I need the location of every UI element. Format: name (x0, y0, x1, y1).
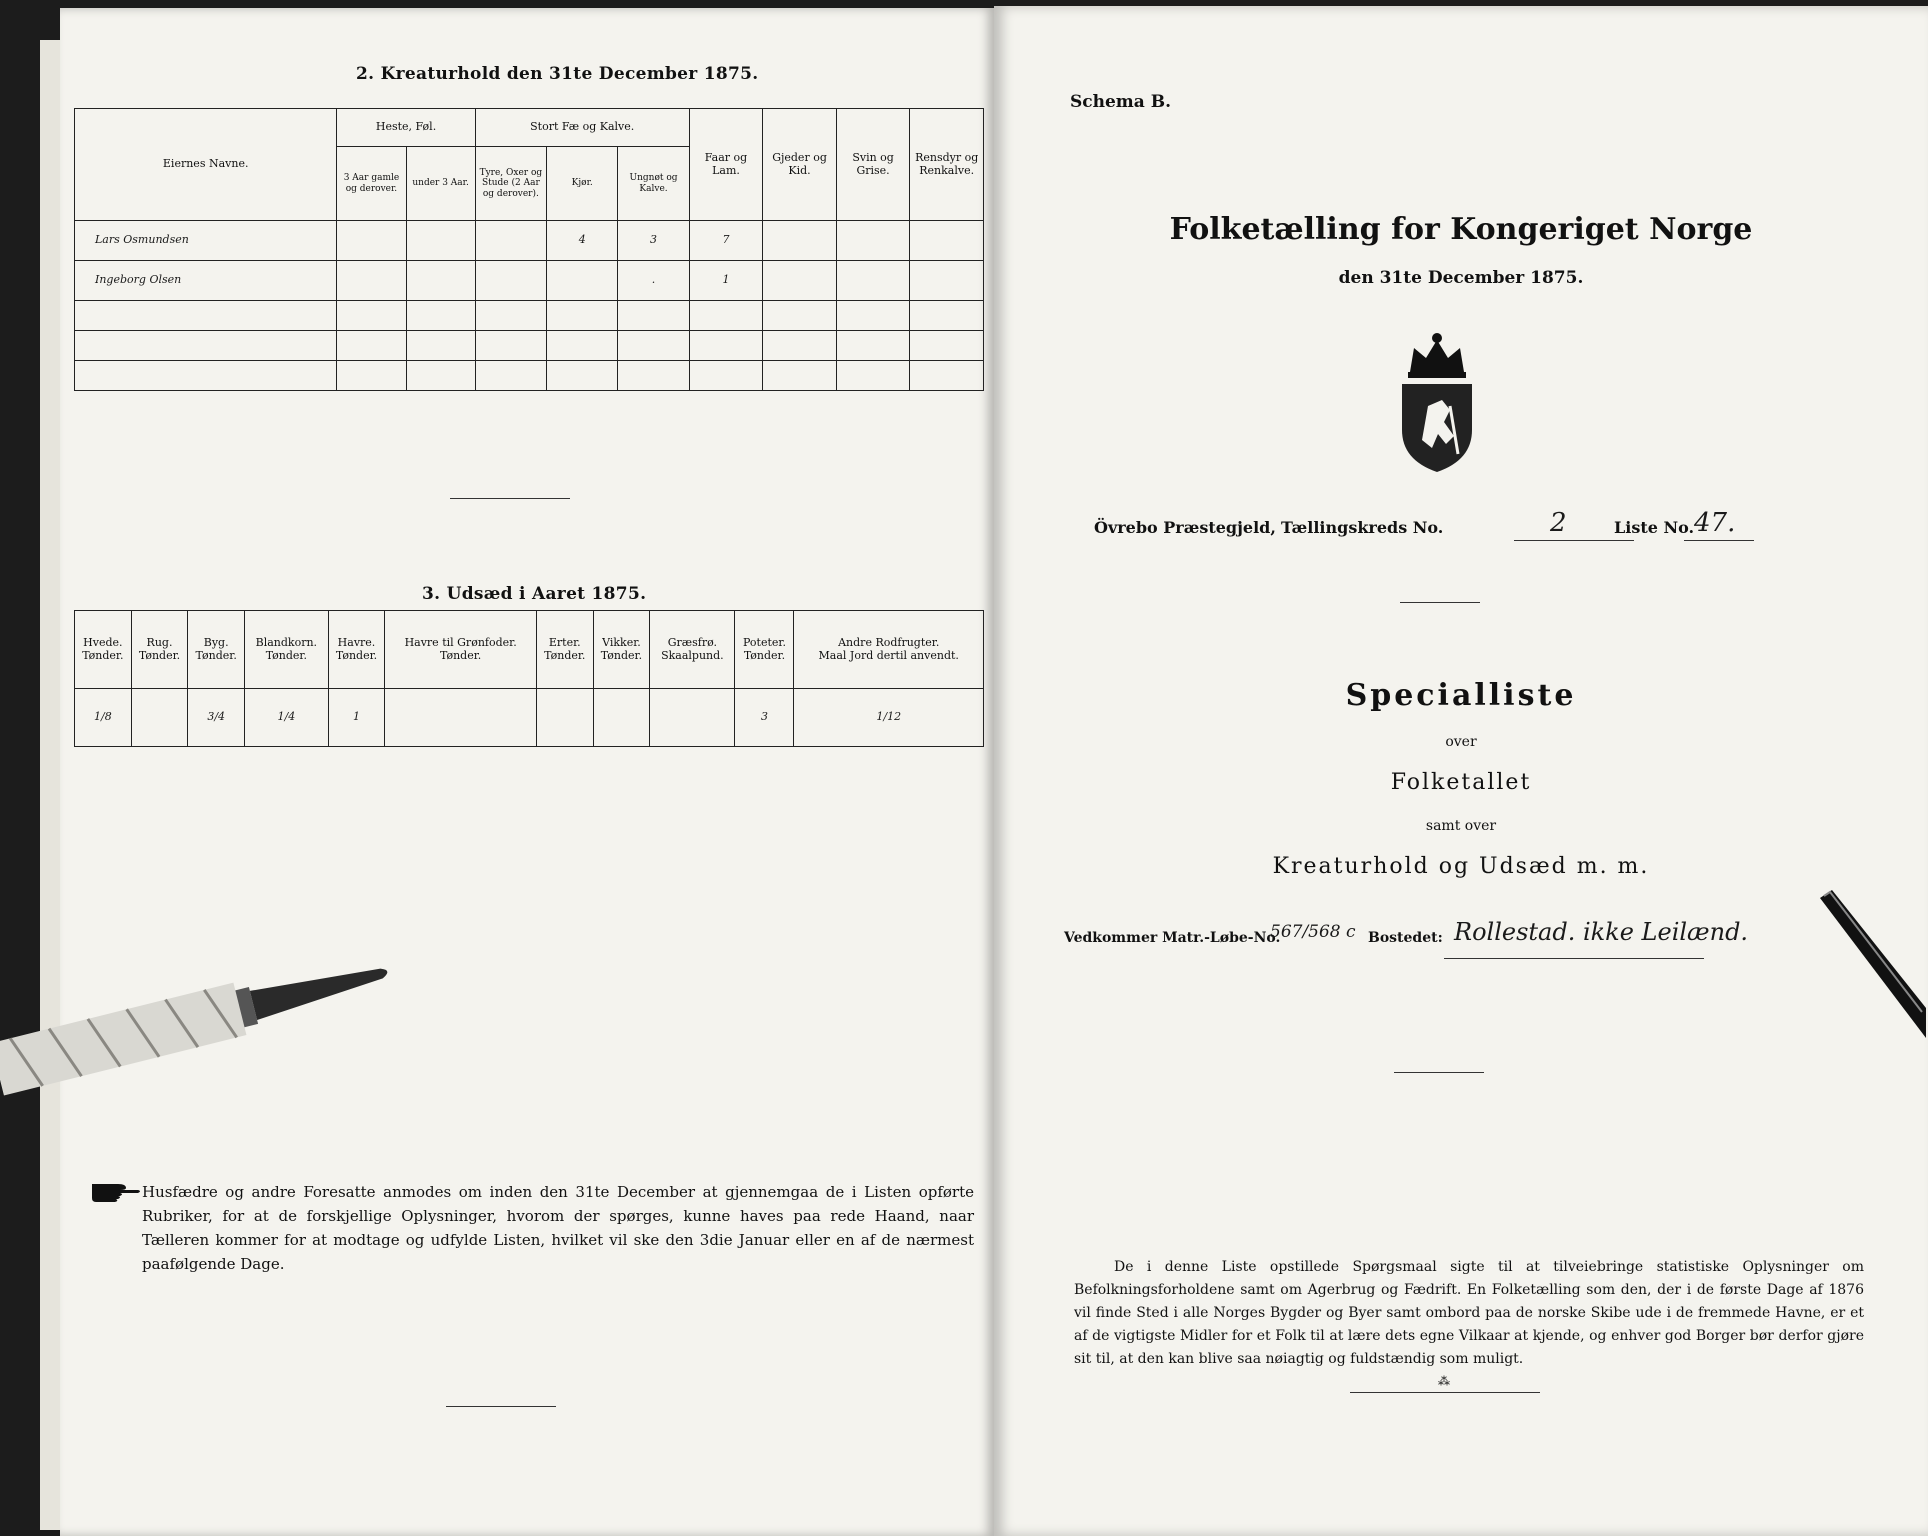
parish-name: Övrebo Præstegjeld, (1094, 518, 1276, 537)
list-label: Liste No. (1614, 518, 1695, 537)
seed-value-cell (385, 689, 537, 747)
seed-header-cell: Havre til Grønfoder. Tønder. (385, 611, 537, 689)
owner-cell: Ingeborg Olsen (75, 261, 337, 301)
right-page (994, 6, 1928, 1536)
seed-header-cell: Vikker. Tønder. (593, 611, 650, 689)
norway-coat-of-arms-icon (1392, 330, 1482, 475)
left-page (60, 8, 994, 1536)
horses-3plus-header: 3 Aar gamle og derover. (337, 147, 406, 221)
seed-header-cell: Havre. Tønder. (328, 611, 385, 689)
seed-value-cell: 1/8 (75, 689, 132, 747)
seed-value-cell: 3 (735, 689, 794, 747)
owners-header: Eiernes Navne. (75, 109, 337, 221)
footer-text: De i denne Liste opstillede Spørgsmaal sigte til at tilveiebringe statistiske Oplysninger om Befolkningsforholdene samt om Agerbrug og Fædrift. En Folketælling som den, der i de første Dage af 1876 vil finde Sted i alle Norges Bygder og Byer samt ombord paa de norske Skibe ude i de fremmede Havne, er et af de vigtigste Midler for et Folk til at lære dets egne Vilkaar at kjende, og enhver god Borger bør derfor gjøre sit til, at den kan blive saa nøiagtig og fuldstændig som muligt. (1074, 1259, 1864, 1367)
district-label: Tællingskreds No. (1281, 518, 1444, 537)
livestock-table (74, 108, 984, 391)
section3-title: 3. Udsæd i Aaret 1875. (422, 584, 647, 604)
table-row (75, 221, 984, 261)
young-cattle-cell: . (618, 261, 689, 301)
notice-text: Husfædre og andre Foresatte anmodes om inden den 31te December at gjennemgaa de i Listen opførte Rubriker, for at de forskjellige Oplysninger, hvorom der spørges, kunne haves paa rede Haand, naar Tælleren kommer for at modtage og udfylde Listen, hvilket vil ske den 3die Januar eller en af de nærmest paafølgende Dage. (142, 1183, 974, 1273)
district-number: 2 (1550, 508, 1567, 538)
divider (446, 1406, 556, 1407)
seed-header-cell: Rug. Tønder. (131, 611, 188, 689)
seed-value-cell: 1/12 (794, 689, 984, 747)
seed-value-cell: 3/4 (188, 689, 245, 747)
seed-header-cell: Blandkorn. Tønder. (245, 611, 329, 689)
seed-value-cell (593, 689, 650, 747)
kreaturhold-label: Kreaturhold og Udsæd m. m. (1272, 854, 1650, 879)
divider (450, 498, 570, 499)
bosted-underline (1444, 958, 1704, 959)
divider (1394, 1072, 1484, 1073)
bosted-value: Rollestad. ikke Leilænd. (1454, 918, 1749, 946)
seed-header-cell: Erter. Tønder. (536, 611, 593, 689)
over-label: over (1445, 734, 1477, 750)
cows-cell (547, 261, 618, 301)
district-underline (1514, 540, 1634, 541)
seed-value-cell: 1/4 (245, 689, 329, 747)
seed-header-cell: Byg. Tønder. (188, 611, 245, 689)
cows-header: Kjør. (547, 147, 618, 221)
specialliste-title: Specialliste (1345, 678, 1577, 713)
bosted-label: Bostedet: (1368, 930, 1443, 946)
owner-cell: Lars Osmundsen (75, 221, 337, 261)
census-title: Folketælling for Kongeriget Norge (1169, 212, 1753, 247)
reindeer-header: Rensdyr og Renkalve. (910, 109, 984, 221)
pen-icon (1816, 888, 1928, 1058)
sheep-cell: 1 (689, 261, 763, 301)
cows-cell: 4 (547, 221, 618, 261)
horses-under3-header: under 3 Aar. (406, 147, 475, 221)
list-underline (1684, 540, 1754, 541)
young-cattle-cell: 3 (618, 221, 689, 261)
sheep-header: Faar og Lam. (689, 109, 763, 221)
ornament: ⁂ (1438, 1374, 1450, 1388)
cattle-header: Stort Fæ og Kalve. (475, 109, 689, 147)
seed-table (74, 610, 984, 747)
table-row (75, 689, 984, 747)
samt-over-label: samt over (1425, 818, 1497, 834)
schema-label: Schema B. (1070, 92, 1172, 112)
folketallet-label: Folketallet (1390, 770, 1532, 795)
matr-value: 567/568 c (1270, 922, 1356, 942)
section2-title: 2. Kreaturhold den 31te December 1875. (356, 64, 759, 84)
young-cattle-header: Ungnøt og Kalve. (618, 147, 689, 221)
table-row (75, 261, 984, 301)
pigs-header: Svin og Grise. (836, 109, 910, 221)
matr-label: Vedkommer Matr.-Løbe-No. (1064, 930, 1281, 946)
seed-header-cell: Hvede. Tønder. (75, 611, 132, 689)
divider (1350, 1392, 1540, 1393)
bulls-header: Tyre, Oxer og Stude (2 Aar og derover). (475, 147, 546, 221)
seed-value-cell (650, 689, 735, 747)
seed-header-cell: Andre Rodfrugter. Maal Jord dertil anvendt. (794, 611, 984, 689)
goats-header: Gjeder og Kid. (763, 109, 837, 221)
seed-header-cell: Græsfrø. Skaalpund. (650, 611, 735, 689)
horses-header: Heste, Føl. (337, 109, 475, 147)
sheep-cell: 7 (689, 221, 763, 261)
parish-line (1094, 518, 1443, 537)
divider (1400, 602, 1480, 603)
seed-value-cell (536, 689, 593, 747)
seed-header-row (75, 611, 984, 689)
list-number: 47. (1694, 508, 1736, 538)
seed-value-cell (131, 689, 188, 747)
pointing-hand-icon (90, 1176, 142, 1206)
seed-value-cell: 1 (328, 689, 385, 747)
seed-header-cell: Poteter. Tønder. (735, 611, 794, 689)
census-date: den 31te December 1875. (1338, 268, 1584, 288)
